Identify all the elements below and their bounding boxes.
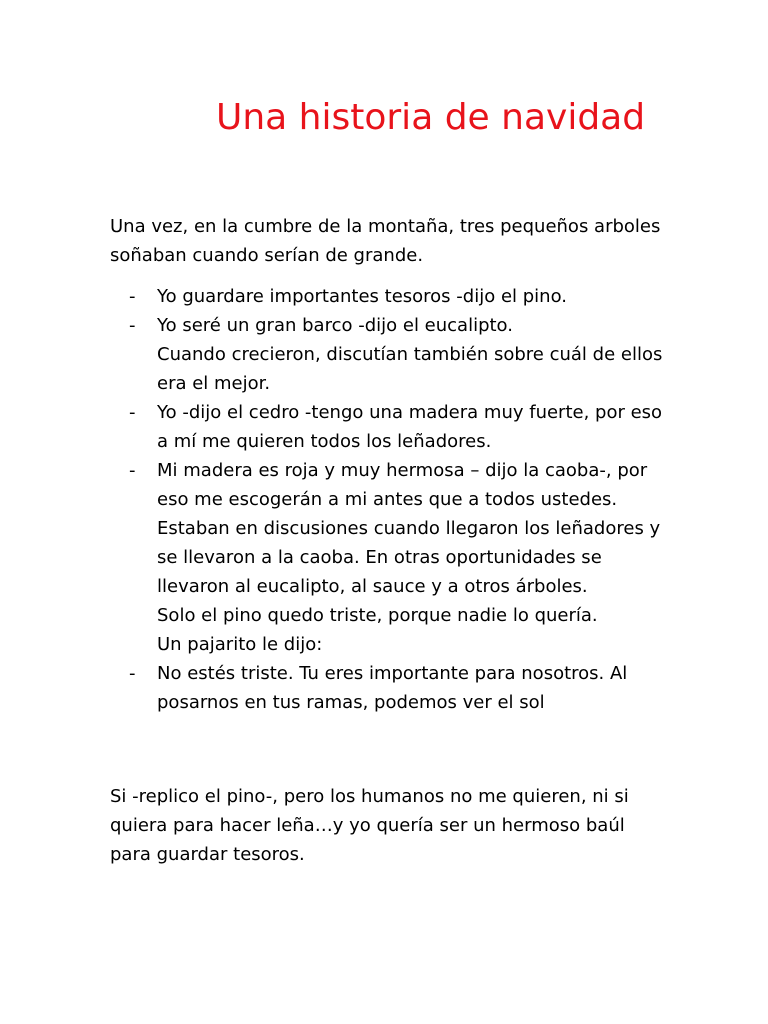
dialogue-text: Yo seré un gran barco -dijo el eucalipto. bbox=[157, 315, 513, 336]
intro-paragraph: Una vez, en la cumbre de la montaña, tres pequeños arboles soñaban cuando serían de grande. bbox=[110, 216, 661, 266]
document-title: Una historia de navidad bbox=[216, 97, 646, 138]
dash-bullet: - bbox=[129, 460, 136, 481]
narration-text: Cuando crecieron, discutían también sobre cuál de ellos era el mejor. bbox=[157, 344, 663, 394]
dash-bullet: - bbox=[129, 402, 136, 423]
dash-bullet: - bbox=[129, 663, 136, 684]
narration-line bbox=[110, 514, 670, 601]
closing-paragraph: Si -replico el pino-, pero los humanos no me quieren, ni si quiera para hacer leña…y yo quería ser un hermoso baúl para guardar tesoros. bbox=[110, 786, 629, 865]
dialogue-line bbox=[110, 456, 670, 514]
narration-text: Un pajarito le dijo: bbox=[157, 634, 323, 655]
dialogue-text: Mi madera es roja y muy hermosa – dijo la caoba-, por eso me escogerán a mi antes que a todos ustedes. bbox=[157, 460, 648, 510]
narration-text: Estaban en discusiones cuando llegaron los leñadores y se llevaron a la caoba. En otras oportunidades se llevaron al eucalipto, al sauce y a otros árboles. bbox=[157, 518, 661, 597]
dash-bullet: - bbox=[129, 315, 136, 336]
dialogue-text: No estés triste. Tu eres importante para nosotros. Al posarnos en tus ramas, podemos ver el sol bbox=[157, 663, 628, 713]
dialogue-line bbox=[110, 282, 670, 311]
dialogue-line bbox=[110, 311, 670, 340]
narration-text: Solo el pino quedo triste, porque nadie lo quería. bbox=[157, 605, 598, 626]
dash-bullet: - bbox=[129, 286, 136, 307]
narration-line bbox=[110, 601, 670, 630]
narration-line bbox=[110, 630, 670, 659]
dialogue-line bbox=[110, 398, 670, 456]
dialogue-list bbox=[110, 282, 670, 717]
dialogue-line bbox=[110, 659, 670, 717]
dialogue-text: Yo guardare importantes tesoros -dijo el pino. bbox=[157, 286, 567, 307]
dialogue-text: Yo -dijo el cedro -tengo una madera muy fuerte, por eso a mí me quieren todos los leñadores. bbox=[157, 402, 663, 452]
narration-line bbox=[110, 340, 670, 398]
